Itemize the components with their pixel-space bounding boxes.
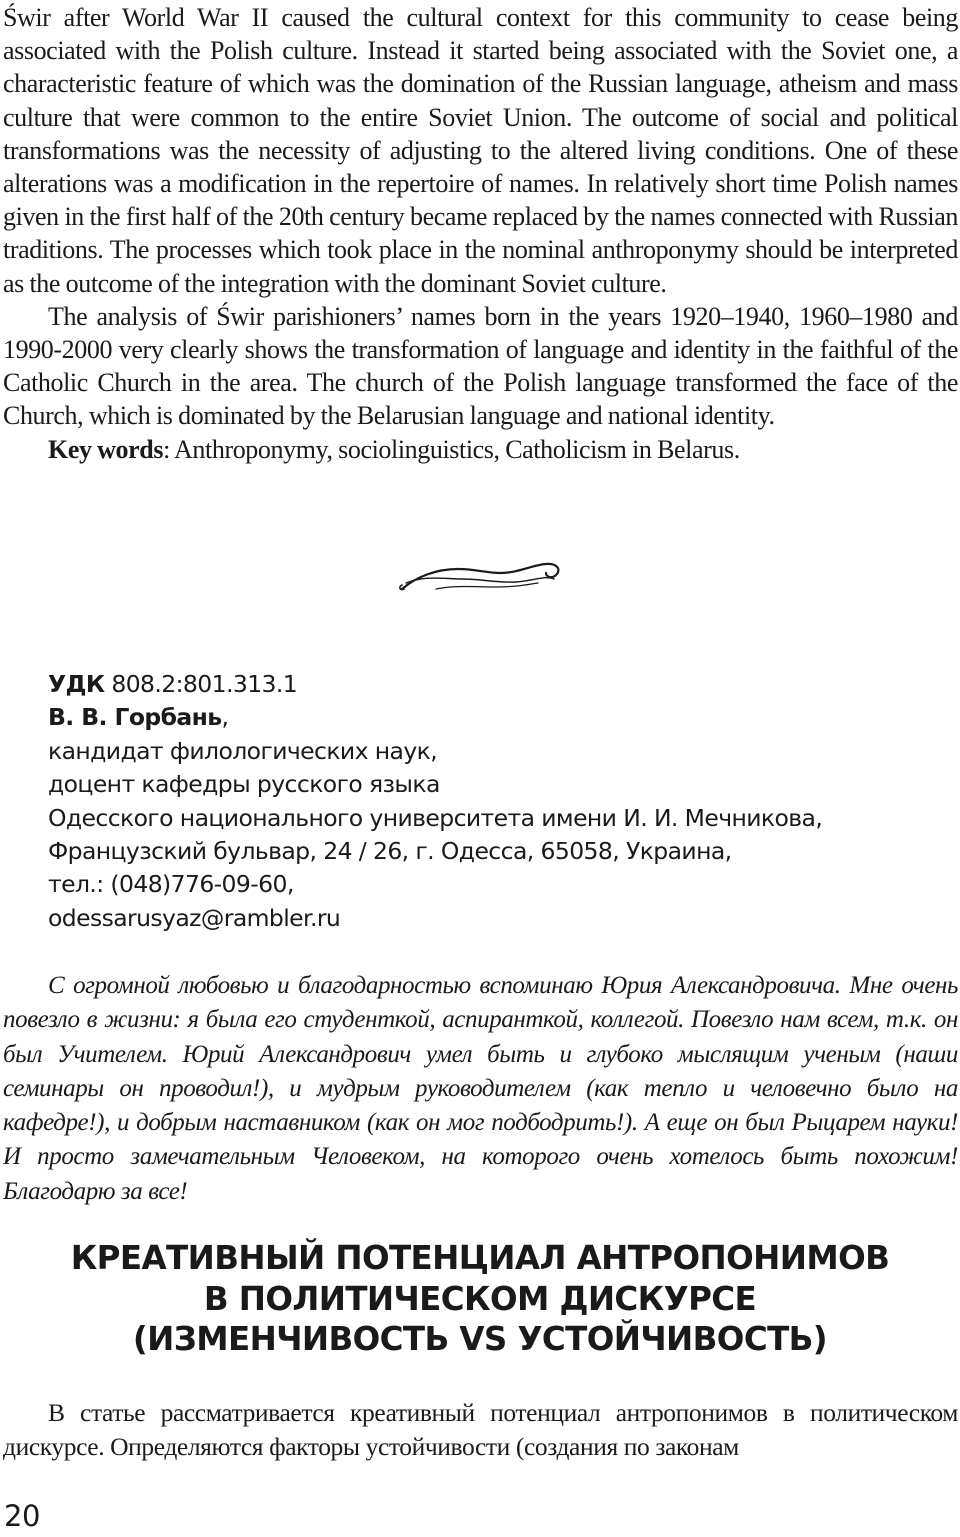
author-name: В. В. Горбань: [48, 703, 222, 732]
decorative-flourish-icon: [396, 555, 566, 595]
english-abstract-paragraph-1: Świr after World War II caused the cultural context for this community to cease being associated with the Polish culture. Instead it started being associated with the Soviet one, a characteristic feature of which was the domination of the Russian language, atheism and mass culture that were common to the entire Soviet Union. The outcome of social and political transformations was the necessity of adjusting to the altered living conditions. One of these alterations was a modification in the repertoire of names. In relatively short time Polish names given in the first half of the 20th century became replaced by the names connected with Russian traditions. The processes which took place in the nominal anthroponymy should be interpreted as the outcome of the integration with the dominant Soviet culture.: [3, 3, 958, 298]
article-title-line-2: В ПОЛИТИЧЕСКОМ ДИСКУРСЕ: [203, 1279, 757, 1318]
author-block: [48, 668, 948, 935]
keywords-label: Key words: [48, 434, 164, 464]
english-abstract: [3, 1, 958, 466]
russian-abstract: [3, 1396, 958, 1463]
author-phone: тел.: (048)776-09-60,: [48, 870, 294, 899]
article-title-line-3: (ИЗМЕНЧИВОСТЬ VS УСТОЙЧИВОСТЬ): [132, 1320, 828, 1358]
author-name-line: [48, 701, 948, 734]
article-title-line-1: КРЕАТИВНЫЙ ПОТЕНЦИАЛ АНТРОПОНИМОВ: [70, 1239, 890, 1277]
article-title: [0, 1238, 960, 1360]
author-email: odessarusyaz@rambler.ru: [48, 903, 341, 932]
dedication-text: С огромной любовью и благодарностью вспоминаю Юрия Александровича. Мне очень повезло в жизни: я была его студенткой, аспиранткой, коллегой. Повезло нам всем, т.к. он был Учителем. Юрий Александрович умел быть и глубоко мыслящим ученым (наши семинары он проводил!), и мудрым руководителем (как тепло и человечно было на кафедре!), и добрым наставником (как он мог подбодрить!). А еще он был Рыцарем науки! И просто замечательным Человеком, на которого очень хотелось быть похожим! Благодарю за все!: [3, 972, 958, 1205]
keywords-line: [3, 433, 958, 466]
english-abstract-paragraph-2: The analysis of Świr parishioners’ names born in the years 1920–1940, 1960–1980 and 1990-2000 very clearly shows the transformation of language and identity in the faithful of the Catholic Church in the area. The church of the Polish language transformed the face of the Church, which is dominated by the Belarusian language and national identity.: [3, 301, 958, 431]
author-degree: кандидат филологических наук,: [48, 736, 438, 765]
udk-line: [48, 668, 948, 701]
dedication: [3, 969, 958, 1209]
keywords-text: : Anthroponymy, sociolinguistics, Catholicism in Belarus.: [163, 434, 740, 464]
author-address: Французский бульвар, 24 / 26, г. Одесса, 65058, Украина,: [48, 837, 732, 866]
page-number: 20: [4, 1499, 40, 1533]
author-position: доцент кафедры русского языка: [48, 770, 440, 799]
author-name-comma: ,: [221, 703, 229, 732]
author-university: Одесского национального университета имени И. И. Мечникова,: [48, 803, 823, 832]
udk-code: 808.2:801.313.1: [104, 670, 298, 698]
russian-abstract-text: В статье рассматривается креативный потенциал антропонимов в политическом дискурсе. Определяются факторы устойчивости (создания по законам: [3, 1398, 958, 1461]
udk-label: УДК: [48, 670, 105, 698]
